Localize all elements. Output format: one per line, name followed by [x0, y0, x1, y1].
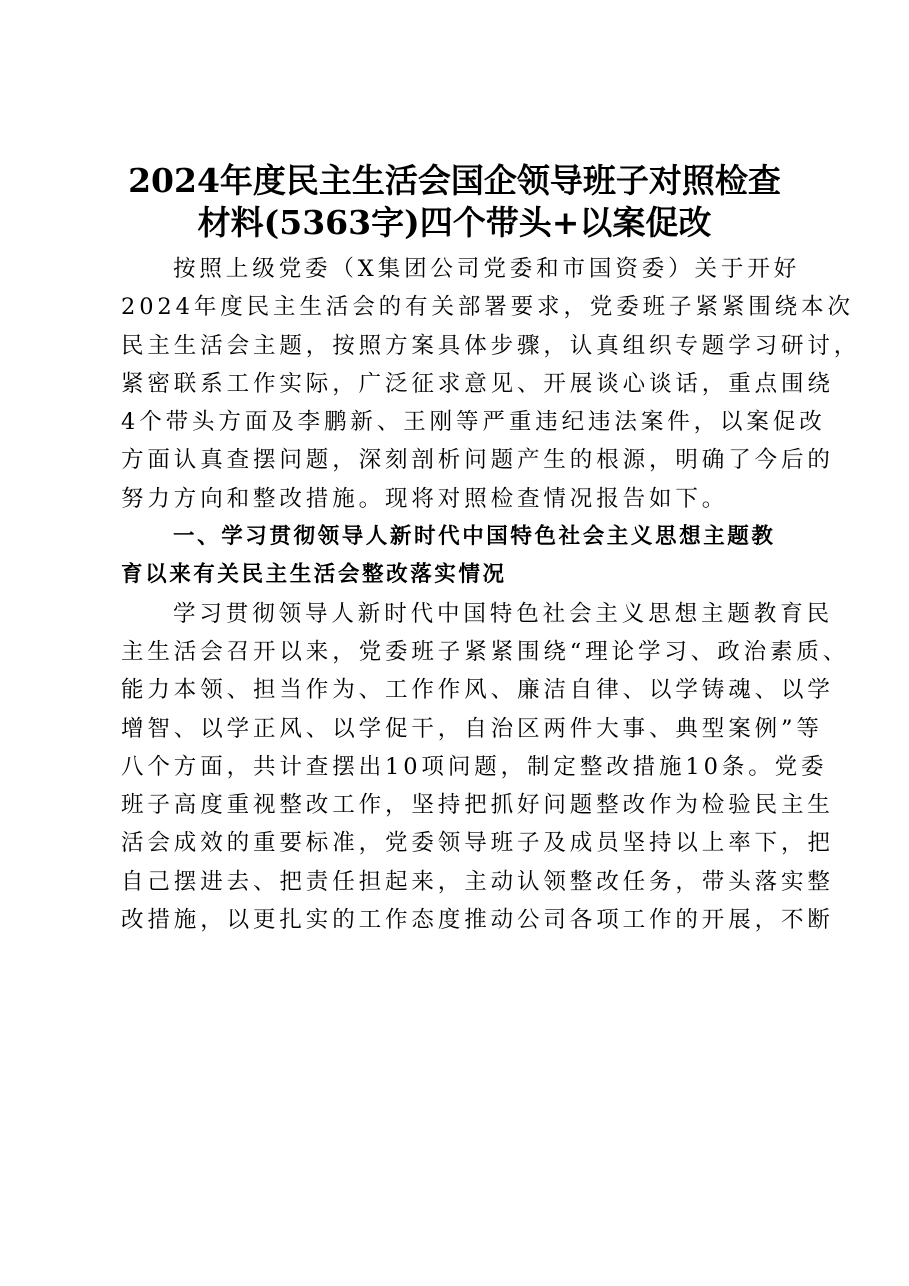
section-1-heading-line-1: 一、学习贯彻领导人新时代中国特色社会主义思想主题教: [173, 524, 776, 550]
section-1-paragraph: [121, 595, 850, 940]
intro-line-2: 2024年度民主生活会的有关部署要求，党委班子紧紧围绕本次: [121, 294, 854, 321]
section-1-line-9: 改措施，以更扎实的工作态度推动公司各项工作的开展，不断: [121, 907, 834, 934]
section-1-heading: [121, 518, 788, 595]
intro-line-3: 民主生活会主题，按照方案具体步骤，认真组织专题学习研讨，: [121, 332, 861, 359]
intro-line-1: 按照上级党委（X集团公司党委和市国资委）关于开好: [173, 256, 801, 282]
document-body: [121, 250, 861, 939]
section-1-line-4: 增智、以学正风、以学促干，自治区两件大事、典型案例”等: [121, 715, 823, 742]
section-1-line-2: 主生活会召开以来，党委班子紧紧围绕“理论学习、政治素质、: [121, 638, 850, 665]
section-1-heading-line-2: 育以来有关民主生活会整改落实情况: [121, 562, 507, 588]
title-line-2: 材料(5363字)四个带头+以案促改: [197, 203, 712, 242]
intro-line-7: 努力方向和整改措施。现将对照检查情况报告如下。: [121, 485, 729, 512]
section-1-line-6: 班子高度重视整改工作，坚持把抓好问题整改作为检验民主生: [121, 792, 834, 819]
section-1-line-8: 自己摆进去、把责任担起来，主动认领整改任务，带头落实整: [121, 868, 834, 895]
title-line-1: 2024年度民主生活会国企领导班子对照检查: [128, 161, 781, 200]
section-1-line-5: 八个方面，共计查摆出10项问题，制定整改措施10条。党委: [121, 753, 828, 780]
intro-line-6: 方面认真查摆问题，深刻剖析问题产生的根源，明确了今后的: [121, 447, 834, 474]
intro-line-5: 4个带头方面及李鹏新、王刚等严重违纪违法案件，以案促改: [121, 409, 826, 436]
section-1-line-7: 活会成效的重要标准，党委领导班子及成员坚持以上率下，把: [121, 830, 834, 857]
document-title: [121, 160, 788, 244]
intro-paragraph: [121, 250, 861, 518]
intro-line-4: 紧密联系工作实际，广泛征求意见、开展谈心谈话，重点围绕: [121, 370, 834, 397]
section-1-line-3: 能力本领、担当作为、工作作风、廉洁自律、以学铸魂、以学: [121, 677, 834, 704]
section-1-line-1: 学习贯彻领导人新时代中国特色社会主义思想主题教育民: [173, 600, 834, 627]
